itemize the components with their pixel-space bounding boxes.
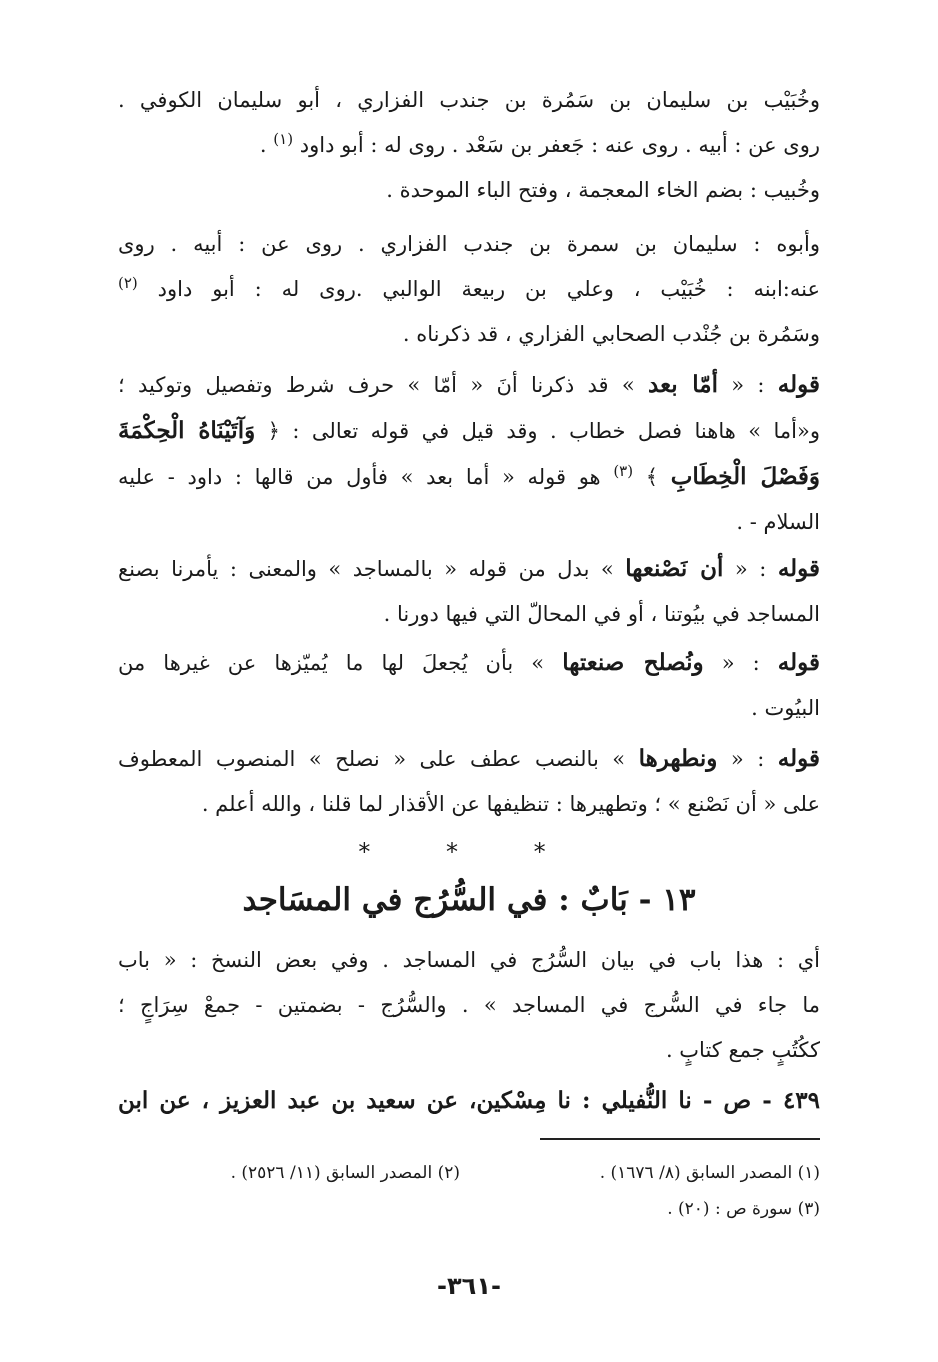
text-span: : « [703,651,778,675]
commentary-an-nasnaaha [118,546,820,637]
text-span: : « [723,557,778,581]
commentary-nutahhiruha [118,736,820,827]
text-span: عنه:ابنه : خُبَيْب ، وعلي بن ربيعة الوالبي .روى له : أبو داود [157,277,820,301]
hadith-line: ٤٣٩ - ص - نا النُّفيلي : نا مِسْكين، عن سعيد بن عبد العزيز ، عن ابن [118,1087,820,1114]
text-line: وسَمُرة بن جُنْدب الصحابي الفزاري ، قد ذكرناه . [402,322,820,346]
narrator-paragraph-sulayman [118,222,820,357]
text-span: ﴾ [633,465,671,489]
text-span: : « [717,747,778,771]
quoted-phrase: أن نَصْنعها [625,555,724,582]
footnote-divider [540,1138,820,1140]
text-span: » بالنصب عطف على « نصلح » المنصوب المعطوف [118,747,639,771]
text-line: وخُبَيْب بن سليمان بن سَمُرة بن جندب الفزاري ، أبو سليمان الكوفي . [118,88,820,112]
text-span: » قد ذكرنا أنَ « أمّا » حرف شرط وتفصيل وتوكيد ؛ [118,373,649,397]
footnote-marker: (٣) [613,462,634,480]
text-line [118,640,820,686]
quoted-phrase: ونطهرها [638,745,718,772]
text-line: على « أن نَصْنع » ؛ وتطهيرها : تنظيفها عن الأقذار لما قلنا ، والله أعلم . [201,792,820,816]
text-line [118,408,820,454]
text-span: و«أما » هاهنا فصل خطاب . وقد قيل في قوله تعالى : ﴿ [255,419,821,443]
text-span: : « [717,373,778,397]
text-span: . [259,133,267,157]
commentary-label: قوله [777,649,820,676]
text-line [118,267,820,312]
commentary-nuslih [118,640,820,731]
footnote-1: (١) المصدر السابق (٨/ ١٦٧٦) . [599,1163,820,1183]
commentary-label: قوله [777,555,821,582]
footnote-3: (٣) سورة ص : (٢٠) . [667,1199,820,1219]
quran-verse: وَفَصْلَ الْخِطَابِ [670,463,820,490]
footnote-marker: (١) [273,130,294,148]
text-line [118,736,820,782]
text-line [118,123,820,168]
text-line: ككُتُبٍ جمع كتابٍ . [665,1038,820,1062]
text-line: البيُوت . [751,696,820,720]
footnote-marker: (٢) [118,274,138,292]
text-line: وأبوه : سليمان بن سمرة بن جندب الفزاري . روى عن : أبيه . روى [118,232,820,256]
text-span: » بدل من قوله « بالمساجد » والمعنى : يأمرنا بصنع [118,557,626,581]
narrator-paragraph-khubayb [118,78,820,213]
text-line: السلام - . [736,510,820,534]
chapter-heading: ١٣ - بَابٌ : في السُّرُج في المسَاجد [242,882,696,918]
section-separator-stars: * * * [358,838,580,866]
hadith-chain [118,1078,820,1123]
quoted-phrase: أمّا بعد [648,371,718,398]
text-span: » بأن يُجعلَ لها ما يُميّزها عن غيرها من [118,651,563,675]
quoted-phrase: ونُصلح صنعتها [562,649,704,676]
text-line: المساجد في بيُوتنا ، أو في المحالّ التي فيها دورنا . [383,602,820,626]
commentary-label: قوله [777,745,820,772]
text-line: وخُبيب : بضم الخاء المعجمة ، وفتح الباء الموحدة . [386,178,820,202]
commentary-label: قوله [777,371,821,398]
commentary-amma-bad [118,362,820,545]
chapter-explanation [118,938,820,1073]
text-line: أي : هذا باب في بيان السُّرُج في المساجد . وفي بعض النسخ : « باب [118,948,820,972]
footnote-2: (٢) المصدر السابق (١١/ ٢٥٢٦) . [230,1163,460,1183]
text-line [118,362,820,408]
text-span: روى عن : أبيه . روى عنه : جَعفر بن سَعْد . روى له : أبو داود [299,133,820,157]
text-line: ما جاء في السُّرج في المساجد » . والسُّرُج - بضمتين - جمعْ سِرَاجٍ ؛ [118,993,820,1017]
quran-verse: وَآتَيْنَاهُ الْحِكْمَةَ [118,417,256,444]
text-line [118,546,820,592]
text-line [118,454,820,500]
page-number: -٣٦١- [437,1272,501,1300]
text-span: هو قوله « أما بعد » فأول من قالها : داود - عليه [118,465,614,489]
